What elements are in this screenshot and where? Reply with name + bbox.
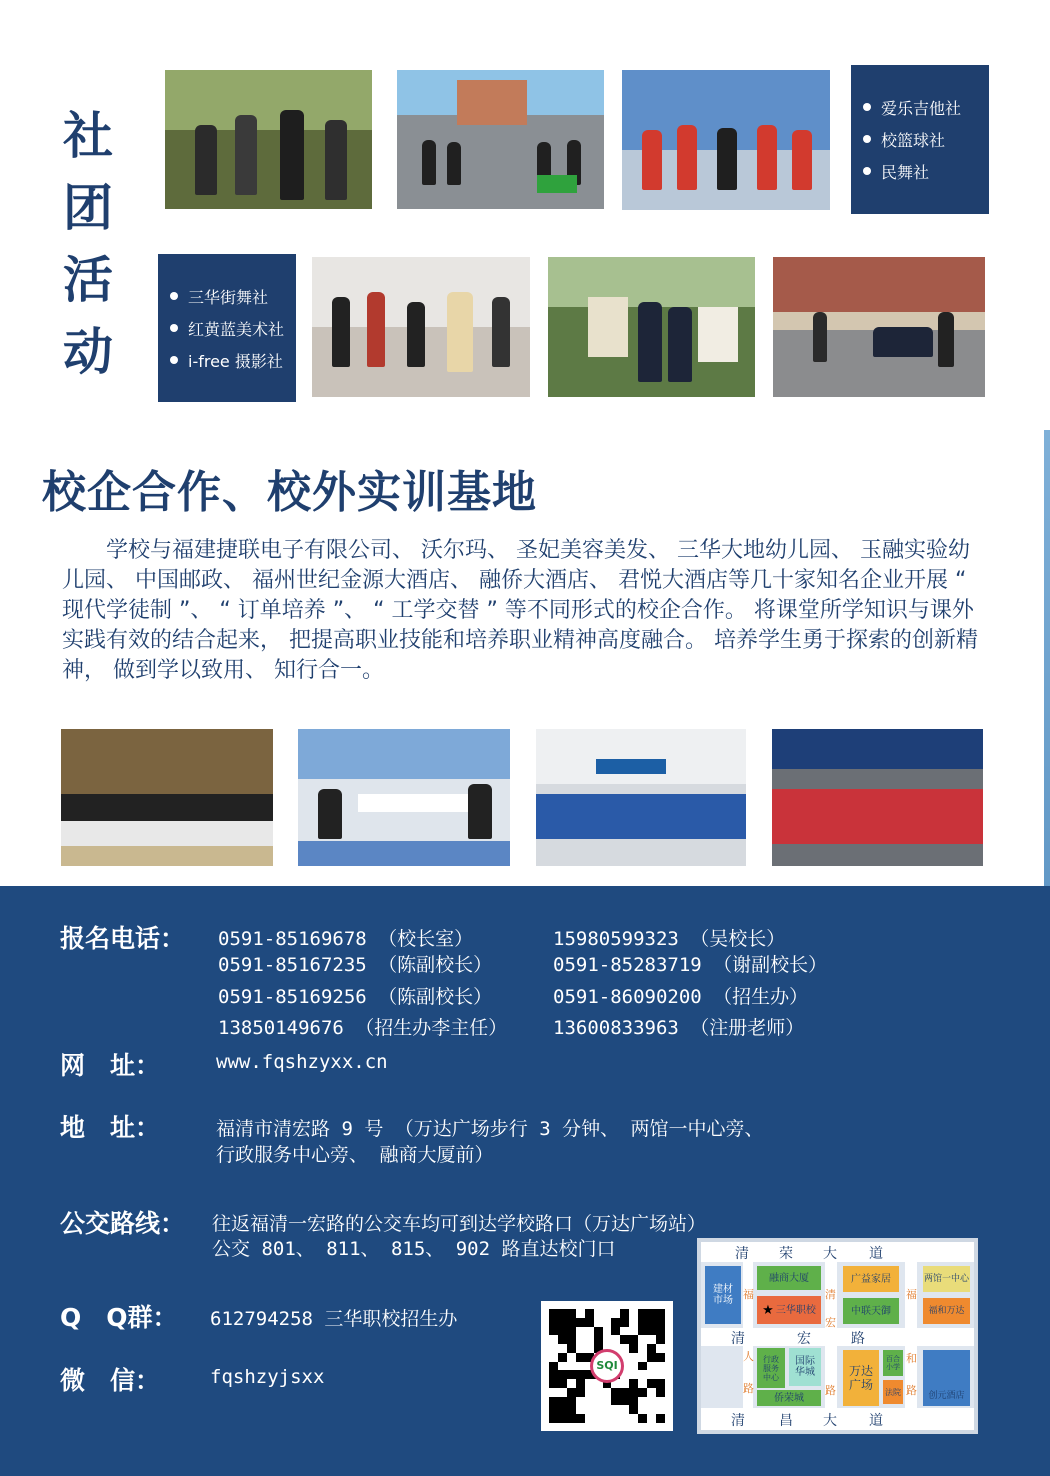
qr-module xyxy=(549,1405,558,1414)
qr-module xyxy=(567,1388,576,1397)
qr-module xyxy=(638,1414,647,1423)
phone-entry: 0591-85169256 （陈副校长） xyxy=(218,986,493,1008)
qr-module xyxy=(647,1335,656,1344)
star-icon: ★ xyxy=(762,1302,774,1318)
qr-module xyxy=(620,1344,629,1353)
bus-label: 公交路线： xyxy=(60,1209,186,1238)
website-label: 网 址： xyxy=(60,1051,161,1080)
qr-module xyxy=(576,1397,585,1406)
qq-value: 612794258 三华职校招生办 xyxy=(210,1308,458,1330)
qr-module xyxy=(611,1318,620,1327)
qr-module xyxy=(549,1335,558,1344)
coop-photo-tpv xyxy=(536,729,746,866)
qr-module xyxy=(638,1318,647,1327)
club-photo-folk-dance xyxy=(622,70,830,210)
wechat-qr-code[interactable] xyxy=(541,1301,673,1431)
map-building: 国际华城 xyxy=(789,1348,821,1386)
qr-module xyxy=(647,1388,656,1397)
qr-module xyxy=(603,1335,612,1344)
map-building: 广益家居 xyxy=(843,1266,899,1292)
qr-module xyxy=(576,1362,585,1371)
qr-module xyxy=(611,1327,620,1336)
qr-module xyxy=(567,1397,576,1406)
qr-module xyxy=(629,1335,638,1344)
club-list-right xyxy=(851,65,989,214)
qr-module xyxy=(549,1362,558,1371)
qr-module xyxy=(594,1388,603,1397)
address-line: 行政服务中心旁、 融商大厦前） xyxy=(216,1144,494,1166)
phone-label: 报名电话： xyxy=(60,924,186,953)
club-photo-art xyxy=(548,257,755,397)
bus-line: 公交 801、 811、 815、 902 路直达校门口 xyxy=(212,1238,616,1260)
phone-entry: 15980599323 （吴校长） xyxy=(553,928,786,950)
qr-module xyxy=(558,1379,567,1388)
qr-module xyxy=(620,1379,629,1388)
list-item: 三华街舞社 xyxy=(170,280,284,312)
qr-module xyxy=(620,1388,629,1397)
qr-module xyxy=(647,1362,656,1371)
qr-module xyxy=(647,1309,656,1318)
qr-module xyxy=(585,1309,594,1318)
qr-module xyxy=(549,1353,558,1362)
qr-module xyxy=(549,1327,558,1336)
qr-module xyxy=(567,1335,576,1344)
wechat-value: fqshzyjsxx xyxy=(210,1366,325,1388)
qr-module xyxy=(603,1397,612,1406)
qr-module xyxy=(558,1414,567,1423)
phone-entry: 13850149676 （招生办李主任） xyxy=(218,1017,508,1039)
qr-module xyxy=(629,1405,638,1414)
map-school: ★ 三华职校 xyxy=(757,1296,821,1324)
qr-module xyxy=(611,1397,620,1406)
club-activities-title: 社 团 活 动 xyxy=(63,107,113,381)
qr-module xyxy=(576,1318,585,1327)
coop-photo-walmart xyxy=(772,729,983,866)
qr-module xyxy=(656,1335,665,1344)
qr-module xyxy=(647,1327,656,1336)
qr-module xyxy=(558,1397,567,1406)
qr-module xyxy=(603,1405,612,1414)
qr-module xyxy=(549,1318,558,1327)
qr-module xyxy=(594,1335,603,1344)
coop-photo-hotel xyxy=(61,729,273,866)
qr-module xyxy=(611,1309,620,1318)
map-building: 融商大厦 xyxy=(757,1266,821,1290)
qr-module xyxy=(576,1388,585,1397)
qr-module xyxy=(629,1318,638,1327)
qr-module xyxy=(603,1318,612,1327)
qr-module xyxy=(558,1335,567,1344)
wechat-label: 微 信： xyxy=(60,1366,161,1395)
list-item: i-free 摄影社 xyxy=(170,344,284,376)
club-list-left xyxy=(158,254,296,402)
qq-label: Q Q群： xyxy=(60,1303,178,1332)
qr-module xyxy=(629,1388,638,1397)
qr-module xyxy=(567,1362,576,1371)
qr-module xyxy=(549,1388,558,1397)
website-link[interactable]: www.fqshzyxx.cn xyxy=(216,1051,388,1073)
list-item: 校篮球社 xyxy=(863,123,977,155)
location-map: 清 荣 大 道 清 宏 路 清 昌 大 道 福 人 路 清 宏 路 福 和 路 建材市场 融商大厦 ★ 三华职校 广益家居 中联天御 两馆一中心 福和万达 行政服务中心 国际华城 侨荣城 万达广场 百合小学 法院 创元酒店 xyxy=(697,1238,978,1434)
qr-module xyxy=(594,1318,603,1327)
qr-module xyxy=(620,1335,629,1344)
qr-module xyxy=(585,1327,594,1336)
phone-entry: 0591-85283719 （谢副校长） xyxy=(553,954,828,976)
qr-module xyxy=(576,1379,585,1388)
qr-module xyxy=(629,1362,638,1371)
qr-module xyxy=(611,1335,620,1344)
qr-module xyxy=(549,1414,558,1423)
qr-module xyxy=(594,1414,603,1423)
bullet-icon xyxy=(863,135,871,143)
qr-module xyxy=(620,1405,629,1414)
qr-module xyxy=(638,1353,647,1362)
qr-module xyxy=(647,1397,656,1406)
map-building: 福和万达 xyxy=(923,1298,970,1324)
qr-module xyxy=(656,1309,665,1318)
qr-module xyxy=(594,1327,603,1336)
qr-module xyxy=(567,1370,576,1379)
qr-module xyxy=(620,1327,629,1336)
qr-module xyxy=(620,1309,629,1318)
qr-module xyxy=(656,1414,665,1423)
qr-module xyxy=(629,1327,638,1336)
qr-module xyxy=(585,1335,594,1344)
map-building: 行政服务中心 xyxy=(757,1348,785,1388)
qr-module xyxy=(594,1397,603,1406)
qr-module xyxy=(558,1309,567,1318)
qr-module xyxy=(567,1414,576,1423)
qr-module xyxy=(611,1405,620,1414)
qr-module xyxy=(647,1414,656,1423)
qr-module xyxy=(656,1388,665,1397)
qr-module xyxy=(647,1344,656,1353)
qr-module xyxy=(567,1379,576,1388)
qr-module xyxy=(638,1362,647,1371)
qr-module xyxy=(585,1318,594,1327)
qr-module xyxy=(585,1405,594,1414)
qr-module xyxy=(585,1379,594,1388)
map-building: 建材市场 xyxy=(705,1266,741,1324)
qr-logo: SQI xyxy=(590,1349,624,1383)
club-photo-guitar xyxy=(165,70,372,209)
qr-module xyxy=(558,1405,567,1414)
qr-module xyxy=(603,1327,612,1336)
qr-module xyxy=(567,1353,576,1362)
qr-module xyxy=(629,1379,638,1388)
qr-module xyxy=(594,1405,603,1414)
phone-entry: 0591-85167235 （陈副校长） xyxy=(218,954,493,976)
qr-module xyxy=(576,1344,585,1353)
qr-module xyxy=(549,1309,558,1318)
map-building: 百合小学 xyxy=(883,1350,903,1376)
qr-module xyxy=(585,1344,594,1353)
bullet-icon xyxy=(170,292,178,300)
qr-module xyxy=(656,1362,665,1371)
qr-module xyxy=(647,1318,656,1327)
qr-module xyxy=(567,1318,576,1327)
qr-module xyxy=(629,1370,638,1379)
qr-module xyxy=(620,1397,629,1406)
qr-module xyxy=(638,1335,647,1344)
map-building: 两馆一中心 xyxy=(923,1266,970,1292)
qr-module xyxy=(576,1309,585,1318)
qr-module xyxy=(585,1414,594,1423)
qr-module xyxy=(567,1405,576,1414)
list-item: 爱乐吉他社 xyxy=(863,91,977,123)
qr-module xyxy=(603,1388,612,1397)
coop-heading: 校企合作、校外实训基地 xyxy=(42,467,537,518)
address-label: 地 址： xyxy=(60,1113,161,1142)
club-photo-photography xyxy=(773,257,985,397)
qr-module xyxy=(620,1318,629,1327)
qr-module xyxy=(656,1379,665,1388)
qr-module xyxy=(638,1327,647,1336)
qr-module xyxy=(629,1309,638,1318)
qr-module xyxy=(656,1353,665,1362)
qr-module xyxy=(549,1370,558,1379)
qr-module xyxy=(647,1370,656,1379)
list-item: 红黄蓝美术社 xyxy=(170,312,284,344)
qr-module xyxy=(567,1309,576,1318)
bus-line: 往返福清一宏路的公交车均可到达学校路口（万达广场站） xyxy=(212,1213,707,1235)
qr-module xyxy=(585,1397,594,1406)
qr-module xyxy=(549,1379,558,1388)
qr-module xyxy=(620,1414,629,1423)
qr-module xyxy=(603,1309,612,1318)
bullet-icon xyxy=(170,324,178,332)
qr-module xyxy=(576,1370,585,1379)
map-building: 侨荣城 xyxy=(757,1390,821,1406)
qr-module xyxy=(638,1344,647,1353)
qr-module xyxy=(576,1353,585,1362)
qr-module xyxy=(647,1379,656,1388)
qr-module xyxy=(656,1327,665,1336)
club-photo-street-dance xyxy=(312,257,530,397)
qr-module xyxy=(576,1335,585,1344)
qr-module xyxy=(647,1353,656,1362)
list-item: 民舞社 xyxy=(863,155,977,187)
map-building: 中联天御 xyxy=(843,1298,899,1324)
bullet-icon xyxy=(863,103,871,111)
qr-module xyxy=(558,1388,567,1397)
qr-module xyxy=(638,1370,647,1379)
qr-module xyxy=(558,1370,567,1379)
qr-module xyxy=(576,1327,585,1336)
address-line: 福清市清宏路 9 号 （万达广场步行 3 分钟、 两馆一中心旁、 xyxy=(216,1118,764,1140)
qr-module xyxy=(558,1318,567,1327)
qr-module xyxy=(629,1344,638,1353)
qr-module xyxy=(558,1353,567,1362)
qr-module xyxy=(656,1344,665,1353)
qr-module xyxy=(549,1397,558,1406)
club-photo-basketball xyxy=(397,70,604,209)
qr-module xyxy=(567,1327,576,1336)
qr-module xyxy=(558,1362,567,1371)
phone-entry: 0591-85169678 （校长室） xyxy=(218,928,474,950)
qr-module xyxy=(567,1344,576,1353)
qr-module xyxy=(558,1327,567,1336)
qr-module xyxy=(611,1388,620,1397)
phone-entry: 13600833963 （注册老师） xyxy=(553,1017,805,1039)
phone-entry: 0591-86090200 （招生办） xyxy=(553,986,809,1008)
coop-photo-meeting xyxy=(298,729,510,866)
qr-module xyxy=(638,1379,647,1388)
map-building: 创元酒店 xyxy=(923,1350,970,1406)
bullet-icon xyxy=(863,167,871,175)
qr-module xyxy=(638,1388,647,1397)
map-building: 万达广场 xyxy=(843,1350,879,1406)
qr-module xyxy=(656,1397,665,1406)
qr-module xyxy=(656,1318,665,1327)
qr-module xyxy=(629,1414,638,1423)
bullet-icon xyxy=(170,356,178,364)
qr-module xyxy=(638,1405,647,1414)
qr-module xyxy=(576,1405,585,1414)
qr-module xyxy=(558,1344,567,1353)
qr-module xyxy=(656,1370,665,1379)
map-building: 法院 xyxy=(883,1380,903,1404)
qr-module xyxy=(594,1309,603,1318)
qr-module xyxy=(576,1414,585,1423)
qr-module xyxy=(629,1397,638,1406)
qr-module xyxy=(638,1397,647,1406)
qr-module xyxy=(585,1388,594,1397)
qr-module xyxy=(656,1405,665,1414)
qr-module xyxy=(603,1414,612,1423)
coop-paragraph: 学校与福建捷联电子有限公司、 沃尔玛、 圣妃美容美发、 三华大地幼儿园、 玉融实验幼儿园、 中国邮政、 福州世纪金源大酒店、 融侨大酒店、 君悦大酒店等几十家知名企业开展 “ 现代学徒制 ”、 “ 订单培养 ”、 “ 工学交替 ” 等不同形式的校企合作。 将课堂所学知识与课外实践有效的结合起来， 把提高职业技能和培养职业精神高度融合。 培养学生勇于探索的创新精神， 做到学以致用、 知行合一。 xyxy=(62,538,978,683)
qr-module xyxy=(611,1414,620,1423)
qr-module xyxy=(647,1405,656,1414)
qr-module xyxy=(638,1309,647,1318)
qr-module xyxy=(549,1344,558,1353)
qr-module xyxy=(629,1353,638,1362)
